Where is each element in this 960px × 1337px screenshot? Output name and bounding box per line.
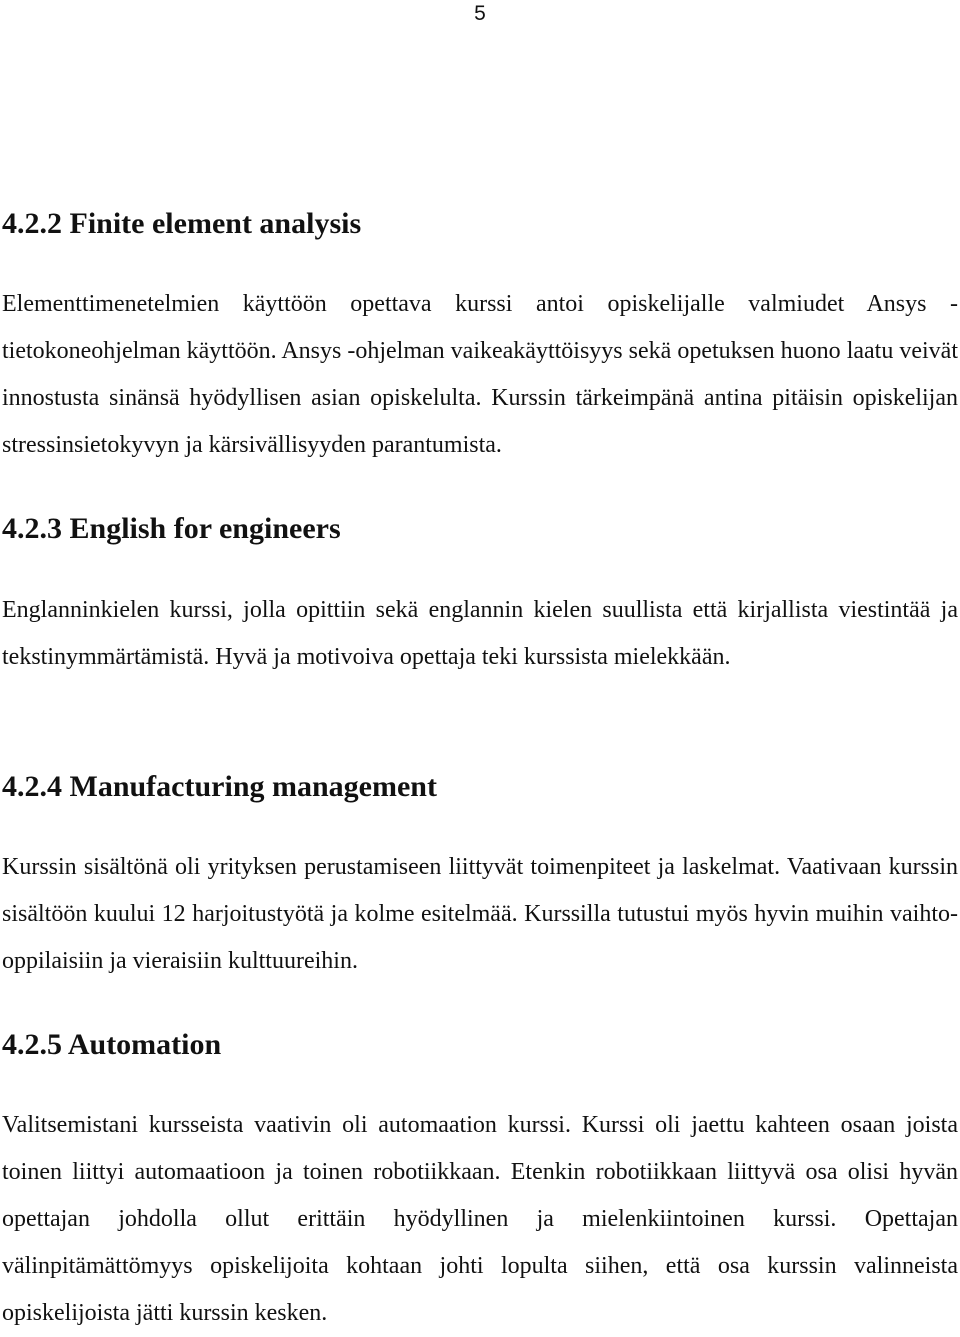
section-heading: 4.2.2 Finite element analysis (2, 207, 362, 240)
section-paragraph: Kurssin sisältönä oli yrityksen perustamiseen liittyvät toimenpiteet ja laskelmat. Vaativaan kurssin sisältöön kuului 12 harjoitustyötä ja kolme esitelmää. Kurssilla tutustui myös hyvin muihin vaihto-oppilaisiin ja vieraisiin kulttuureihin. (2, 854, 958, 974)
section-automation (2, 1027, 958, 1337)
section-heading: 4.2.4 Manufacturing management (2, 770, 437, 803)
section-english-for-engineers (2, 511, 958, 681)
section-paragraph: Englanninkielen kurssi, jolla opittiin sekä englannin kielen suullista että kirjallista viestintää ja tekstinymmärtämistä. Hyvä ja motivoiva opettaja teki kurssista mielekkään. (2, 597, 958, 670)
section-heading: 4.2.5 Automation (2, 1028, 222, 1061)
section-finite-element-analysis (2, 206, 958, 469)
section-paragraph: Elementtimenetelmien käyttöön opettava kurssi antoi opiskelijalle valmiudet Ansys -tietokoneohjelman käyttöön. Ansys -ohjelman vaikeakäyttöisyys sekä opetuksen huono laatu veivät innostusta sinänsä hyödyllisen asian opiskelulta. Kurssin tärkeimpänä antina pitäisin opiskelijan stressinsietokyvyn ja kärsivällisyyden parantumista. (2, 291, 958, 458)
section-paragraph: Valitsemistani kursseista vaativin oli automaation kurssi. Kurssi oli jaettu kahteen osaan joista toinen liittyi automaatioon ja toinen robotiikkaan. Etenkin robotiikkaan liittyvä osa olisi hyvän opettajan johdolla ollut erittäin hyödyllinen ja mielenkiintoinen kurssi. Opettajan välinpitämättömyys opiskelijoita kohtaan johti lopulta siihen, että osa kurssin valinneista opiskelijoista jätti kurssin kesken. (2, 1112, 958, 1326)
section-heading: 4.2.3 English for engineers (2, 512, 341, 545)
section-manufacturing-management (2, 769, 958, 985)
page-number: 5 (474, 2, 486, 25)
